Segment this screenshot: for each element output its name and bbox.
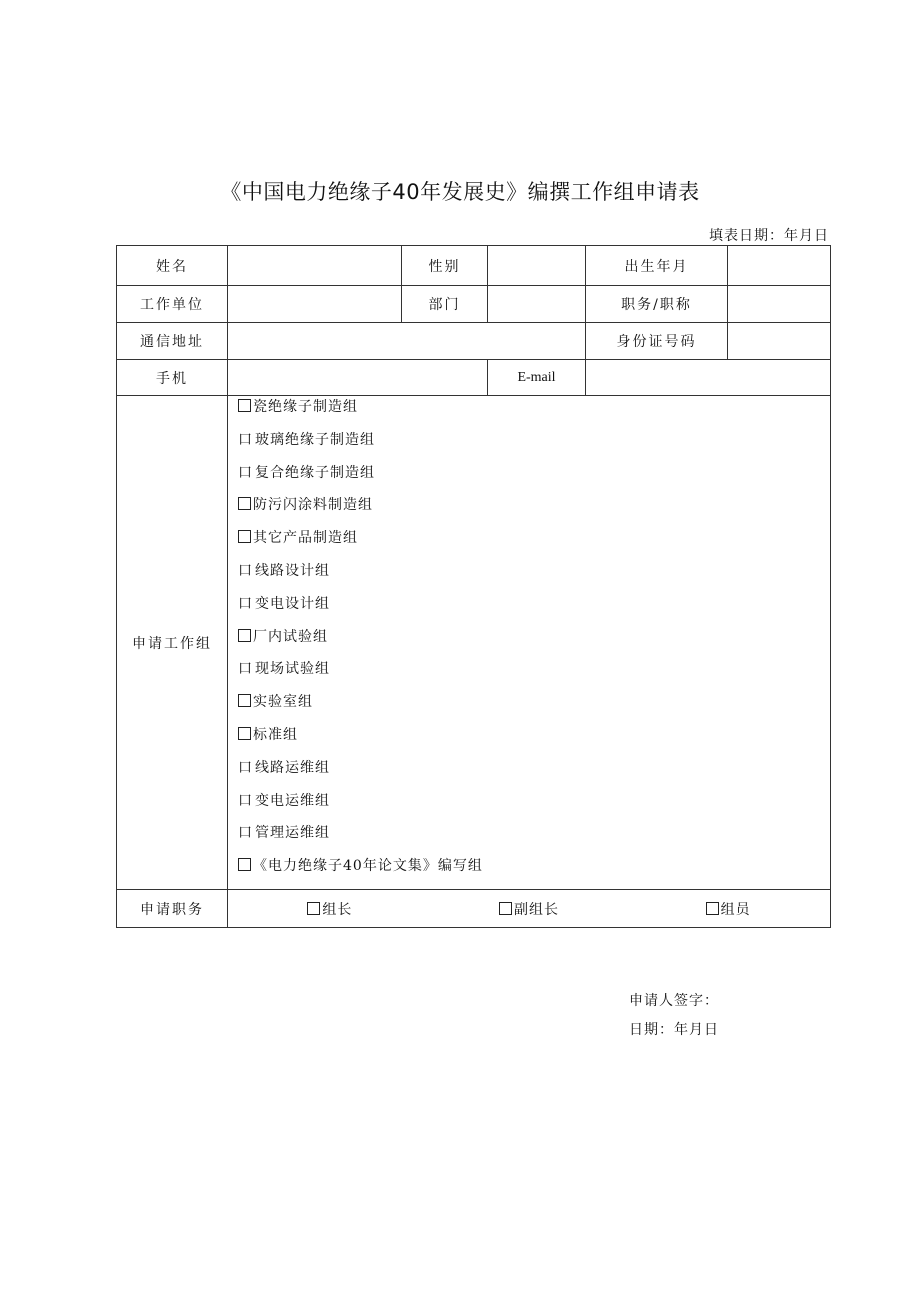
application-form [116, 245, 831, 928]
gender-label: 性别 [402, 246, 488, 286]
checkbox-glyph[interactable]: 口 [238, 825, 253, 842]
checkbox-icon[interactable] [238, 497, 251, 510]
group-option[interactable] [238, 822, 830, 855]
email-label: E-mail [488, 360, 586, 396]
group-option-label: 线路运维组 [255, 759, 330, 776]
group-option-label: 实验室组 [253, 694, 313, 711]
checkbox-icon[interactable] [238, 629, 251, 642]
role-option-label: 组员 [720, 901, 751, 918]
group-option-label: 厂内试验组 [253, 628, 328, 645]
role-option[interactable] [307, 899, 352, 919]
group-option[interactable] [238, 560, 830, 593]
group-option-label: 标准组 [253, 726, 298, 743]
mobile-label: 手机 [117, 360, 228, 396]
department-field[interactable] [488, 286, 586, 323]
address-label: 通信地址 [117, 323, 228, 360]
apply-role-label: 申请职务 [117, 890, 228, 928]
id-number-label: 身份证号码 [586, 323, 728, 360]
group-option-label: 变电运维组 [255, 792, 330, 809]
group-option[interactable] [238, 462, 830, 495]
group-option[interactable] [238, 494, 830, 527]
apply-group-label: 申请工作组 [117, 396, 228, 890]
group-option[interactable] [238, 626, 830, 659]
name-field[interactable] [228, 246, 402, 286]
checkbox-icon[interactable] [238, 694, 251, 707]
group-option-label: 管理运维组 [255, 825, 330, 842]
birth-label: 出生年月 [586, 246, 728, 286]
department-label: 部门 [402, 286, 488, 323]
group-option-label: 其它产品制造组 [253, 530, 358, 547]
employer-label: 工作单位 [117, 286, 228, 323]
group-option[interactable] [238, 757, 830, 790]
group-option-label: 《电力绝缘子40年论文集》编写组 [253, 858, 483, 875]
address-field[interactable] [228, 323, 586, 360]
group-option[interactable] [238, 855, 830, 888]
mobile-field[interactable] [228, 360, 488, 396]
group-option[interactable] [238, 724, 830, 757]
checkbox-icon[interactable] [238, 530, 251, 543]
checkbox-icon[interactable] [238, 399, 251, 412]
checkbox-glyph[interactable]: 口 [238, 464, 253, 481]
group-option-label: 防污闪涂料制造组 [253, 497, 373, 514]
checkbox-glyph[interactable]: 口 [238, 792, 253, 809]
group-option-label: 瓷绝缘子制造组 [253, 399, 358, 415]
checkbox-glyph[interactable]: 口 [238, 759, 253, 776]
checkbox-icon[interactable] [499, 902, 512, 915]
id-number-field[interactable] [728, 323, 831, 360]
role-option-label: 组长 [322, 901, 353, 918]
group-option[interactable] [238, 429, 830, 462]
name-label: 姓名 [117, 246, 228, 286]
checkbox-icon[interactable] [307, 902, 320, 915]
fill-date: 填表日期：年月日 [709, 228, 829, 244]
gender-field[interactable] [488, 246, 586, 286]
email-field[interactable] [586, 360, 831, 396]
group-option-label: 变电设计组 [255, 595, 330, 612]
checkbox-glyph[interactable]: 口 [238, 562, 253, 579]
group-option-label: 线路设计组 [255, 562, 330, 579]
position-label: 职务/职称 [586, 286, 728, 323]
role-option[interactable] [706, 899, 751, 919]
applicant-signature-label: 申请人签字： [629, 993, 719, 1009]
role-option[interactable] [499, 899, 559, 919]
checkbox-glyph[interactable]: 口 [238, 595, 253, 612]
group-option[interactable] [238, 396, 830, 429]
role-option-label: 副组长 [513, 901, 559, 918]
group-option[interactable] [238, 691, 830, 724]
checkbox-glyph[interactable]: 口 [238, 431, 253, 448]
group-option[interactable] [238, 658, 830, 691]
group-option-label: 玻璃绝缘子制造组 [255, 431, 375, 448]
group-option[interactable] [238, 790, 830, 823]
checkbox-icon[interactable] [238, 727, 251, 740]
group-list [228, 396, 830, 888]
page-title: 《中国电力绝缘子40年发展史》编撰工作组申请表 [220, 180, 700, 204]
employer-field[interactable] [228, 286, 402, 323]
checkbox-icon[interactable] [706, 902, 719, 915]
group-option[interactable] [238, 527, 830, 560]
role-list [234, 899, 824, 919]
position-field[interactable] [728, 286, 831, 323]
group-option-label: 现场试验组 [255, 661, 330, 678]
group-option-label: 复合绝缘子制造组 [255, 464, 375, 481]
birth-field[interactable] [728, 246, 831, 286]
checkbox-icon[interactable] [238, 858, 251, 871]
group-option[interactable] [238, 593, 830, 626]
signature-date-label: 日期：年月日 [629, 1022, 719, 1038]
checkbox-glyph[interactable]: 口 [238, 661, 253, 678]
